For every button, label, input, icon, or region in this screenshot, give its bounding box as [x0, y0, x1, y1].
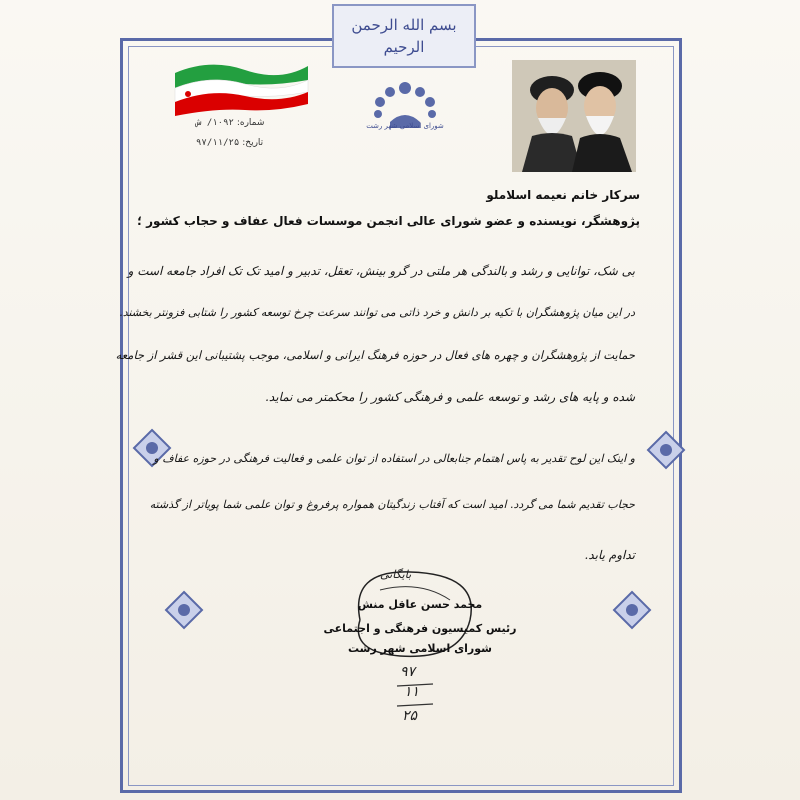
bottom-right-ornament-icon: [612, 590, 652, 630]
body-line-4: شده و پایه های رشد و توسعه علمی و فرهنگی کشور را محکمتر می نماید.: [265, 390, 635, 404]
body-line-5: و اینک این لوح تقدیر به پاس اهتمام جنابعالی در استفاده از توان علمی و فعالیت فرهنگی در حوزه عفاف و: [153, 452, 635, 465]
body-line-3: حمایت از پژوهشگران و چهره های فعال در حوزه فرهنگ ایرانی و اسلامی، موجب پشتیبانی این قشر از جامعه: [115, 348, 635, 362]
leaders-portrait: [512, 60, 636, 172]
body-line-6: حجاب تقدیم شما می گردد. امید است که آفتاب زندگیتان همواره پرفروغ و توان علمی شما پویاتر از گذشته: [149, 498, 635, 511]
signer-name: محمد حسن عاقل منش: [357, 598, 483, 611]
signer-title-1: رئیس کمیسیون فرهنگی و اجتماعی: [323, 622, 517, 635]
iran-flag-icon: [170, 58, 310, 118]
bismillah-header: [332, 4, 476, 68]
letter-number: [196, 118, 264, 128]
date-value: ۹۷/۱۱/۲۵: [196, 138, 240, 148]
handwritten-month: ۱۱: [404, 684, 420, 700]
number-label: شماره:: [236, 118, 265, 128]
letter-date: [196, 138, 263, 148]
handwritten-note: بایگانی: [380, 568, 412, 581]
body-line-7: تداوم یابد.: [584, 548, 635, 562]
handwritten-day: ۲۵: [402, 708, 418, 724]
date-label: تاریخ:: [242, 138, 264, 148]
right-ornament-icon: [646, 430, 686, 470]
body-line-1: بی شک، توانایی و رشد و بالندگی هر ملتی در گرو بینش، تعقل، تدبیر و امید تک تک افراد جامعه است و: [127, 264, 635, 278]
handwritten-year: ۹۷: [400, 664, 416, 680]
bottom-left-ornament-icon: [164, 590, 204, 630]
bismillah-text: بسم الله الرحمن الرحیم: [351, 16, 457, 56]
addressee-name: سرکار خانم نعیمه اسلاملو: [486, 188, 640, 202]
signer-title-2: شورای اسلامی شهر رشت: [348, 642, 492, 655]
portrait-image: [512, 60, 636, 172]
logo-caption: شورای اسلامی شهر رشت: [366, 122, 444, 130]
body-line-2: در این میان پژوهشگران با تکیه بر دانش و خرد ذاتی می توانند سرعت چرخ توسعه کشور را شتابی فزونتر بخشند.: [119, 306, 635, 319]
addressee-title: پژوهشگر، نویسنده و عضو شورای عالی انجمن موسسات فعال عفاف و حجاب کشور ؛: [137, 214, 640, 228]
city-council-logo-icon: [360, 78, 450, 148]
number-value: ۱۰۹۲/ ش: [196, 118, 234, 128]
